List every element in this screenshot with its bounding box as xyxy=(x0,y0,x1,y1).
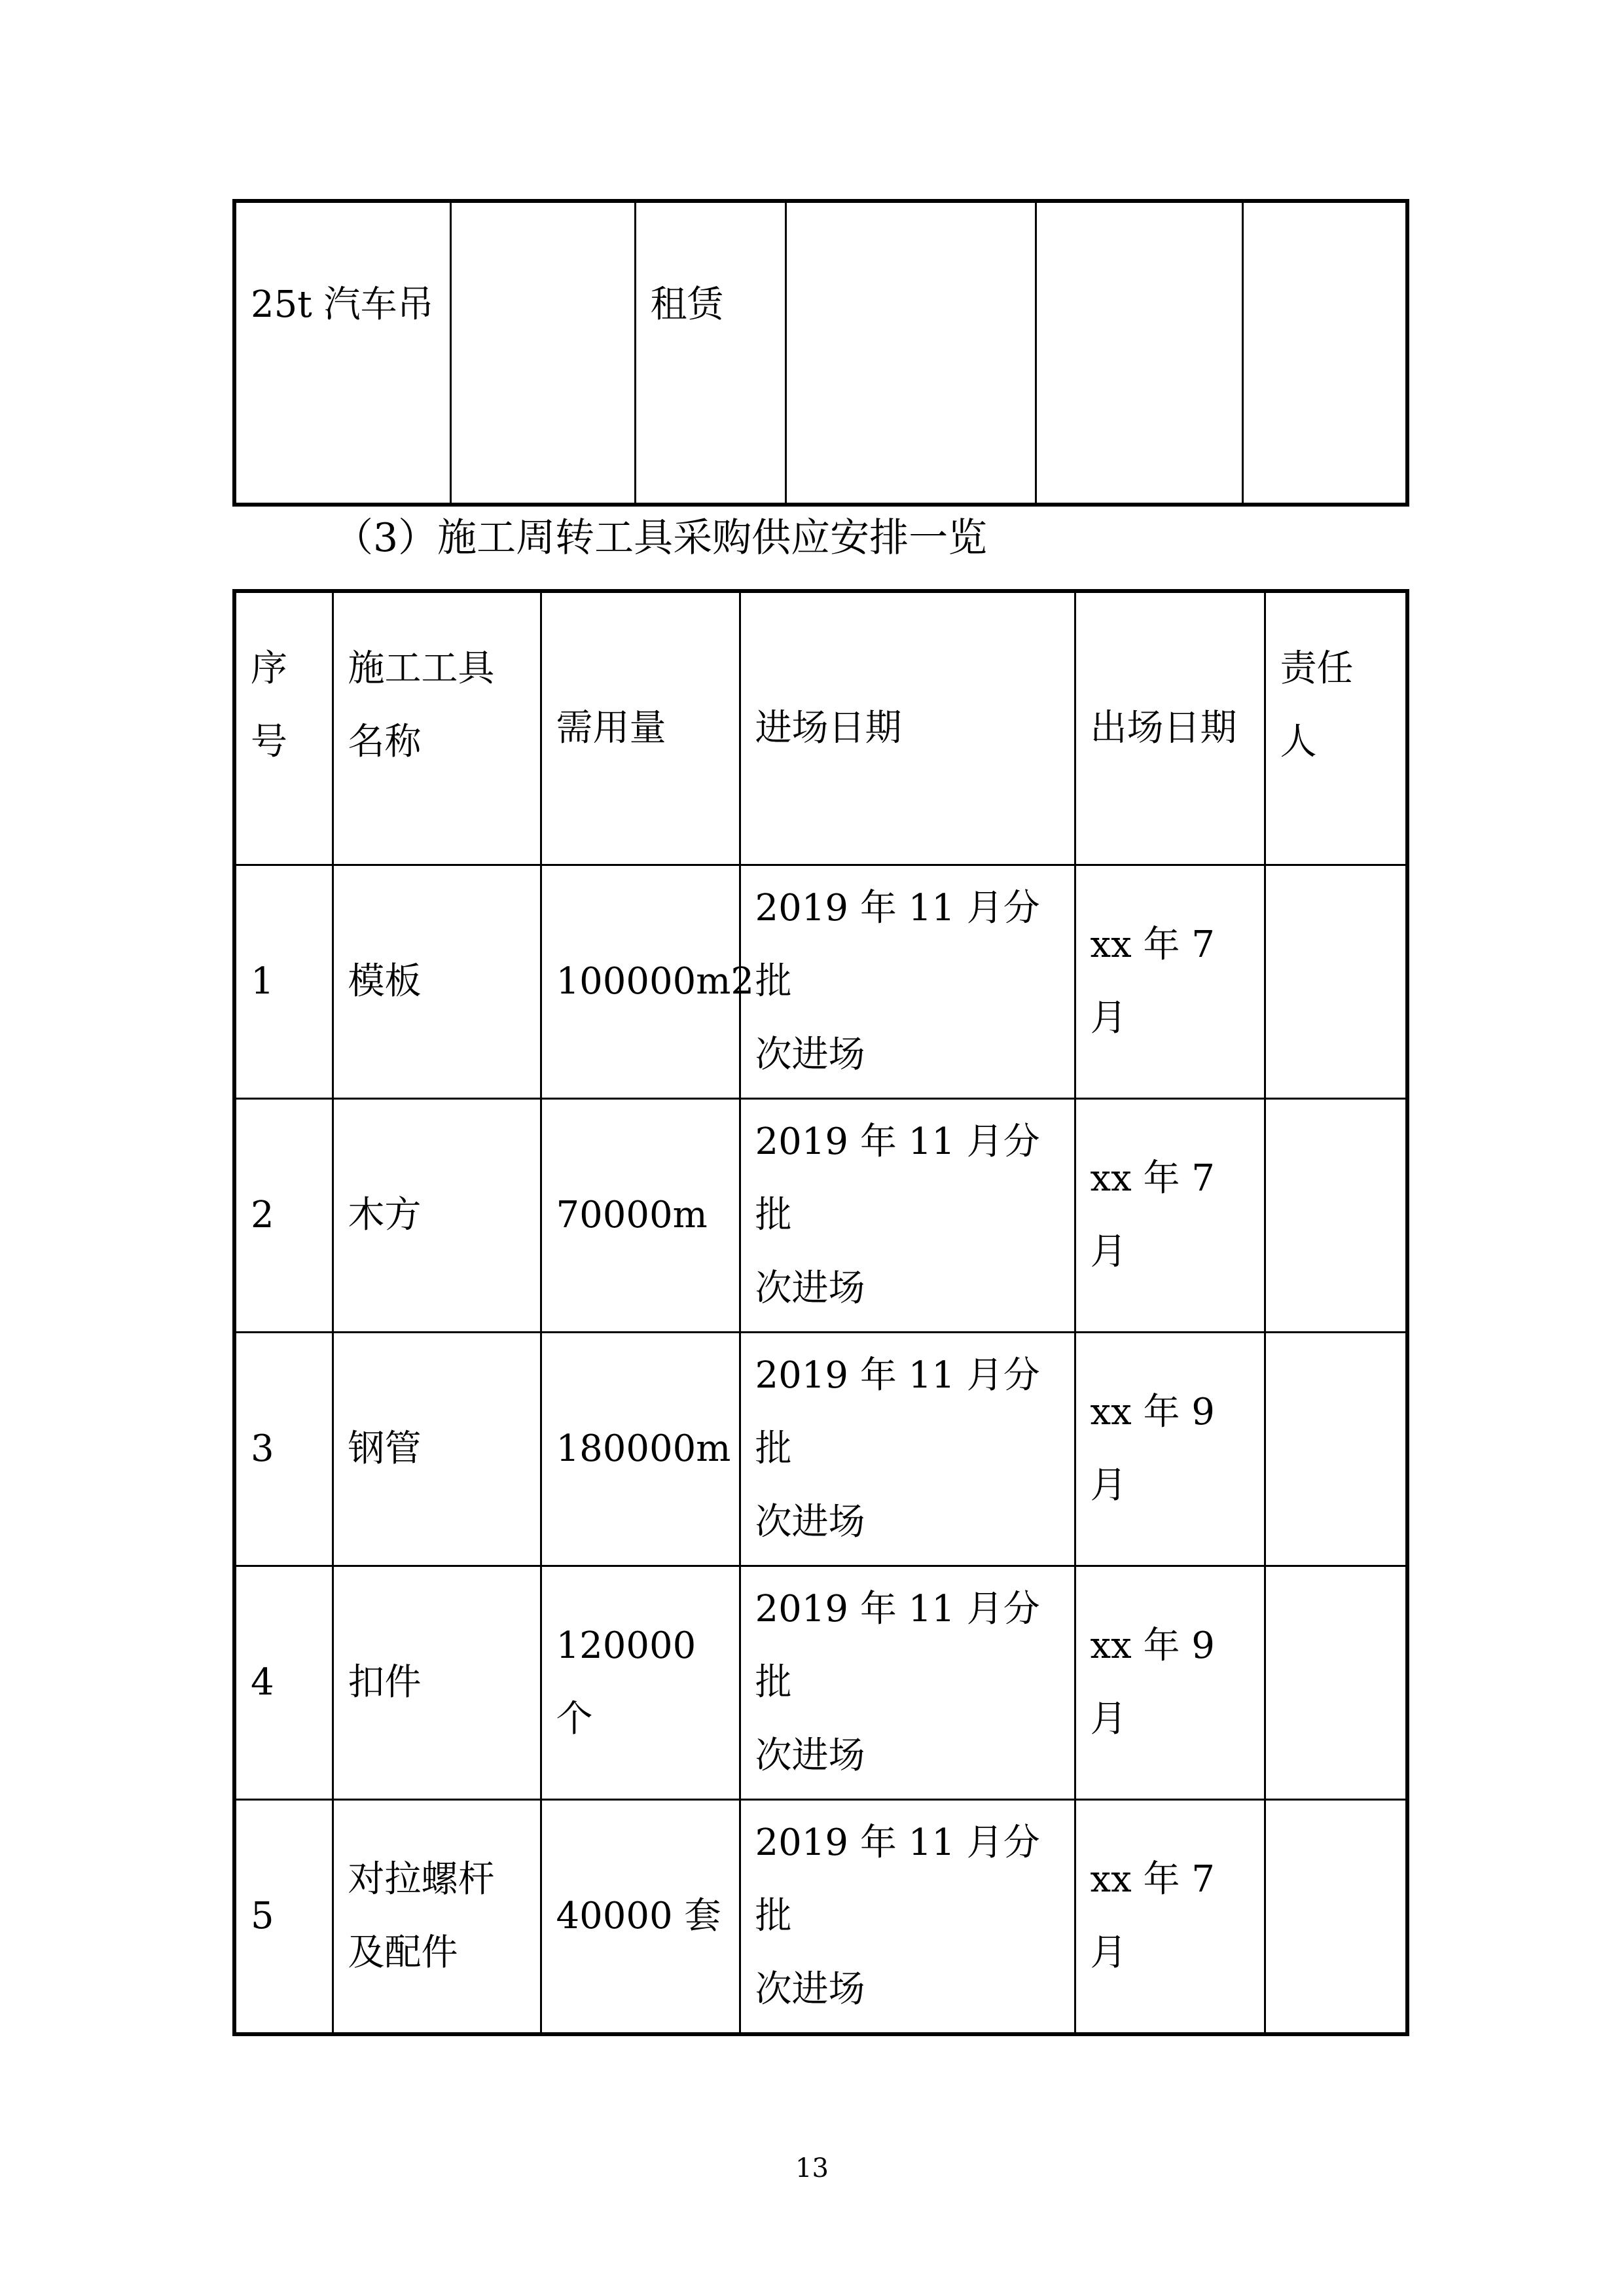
table-cell: 模板 xyxy=(333,865,541,1099)
table-cell: xx 年 7 月 xyxy=(1075,1800,1265,2035)
table-cell: xx 年 7 月 xyxy=(1075,1099,1265,1333)
header-cell-index: 序 号 xyxy=(234,591,333,865)
table-cell xyxy=(1265,1099,1407,1333)
table-cell: 木方 xyxy=(333,1099,541,1333)
table-cell xyxy=(1242,201,1407,505)
table-cell xyxy=(1265,1800,1407,2035)
turnover-tools-table xyxy=(232,589,1409,2036)
table-cell xyxy=(450,201,635,505)
header-cell-responsible: 责任 人 xyxy=(1265,591,1407,865)
table-cell: 2019 年 11 月分批 次进场 xyxy=(740,1800,1075,2035)
table-cell: xx 年 9 月 xyxy=(1075,1333,1265,1566)
table-row xyxy=(234,1800,1407,2035)
table-cell: 钢管 xyxy=(333,1333,541,1566)
header-cell-quantity: 需用量 xyxy=(541,591,740,865)
table-cell: 2019 年 11 月分批 次进场 xyxy=(740,1099,1075,1333)
table-cell: 租赁 xyxy=(635,201,785,505)
section-heading: （3）施工周转工具采购供应安排一览 xyxy=(334,515,988,561)
table-cell xyxy=(1036,201,1242,505)
table-row xyxy=(234,1566,1407,1800)
table-cell: 2019 年 11 月分批 次进场 xyxy=(740,865,1075,1099)
table-cell xyxy=(785,201,1036,505)
header-cell-entry-date: 进场日期 xyxy=(740,591,1075,865)
table-cell: xx 年 7 月 xyxy=(1075,865,1265,1099)
table-cell: 100000m2 xyxy=(541,865,740,1099)
table-cell xyxy=(1265,1333,1407,1566)
table-cell: 4 xyxy=(234,1566,333,1800)
table-cell: 120000 个 xyxy=(541,1566,740,1800)
header-cell-tool-name: 施工工具 名称 xyxy=(333,591,541,865)
table-cell: 40000 套 xyxy=(541,1800,740,2035)
header-cell-exit-date: 出场日期 xyxy=(1075,591,1265,865)
page-number: 13 xyxy=(795,2153,829,2183)
table-row xyxy=(234,865,1407,1099)
table-cell: 对拉螺杆 及配件 xyxy=(333,1800,541,2035)
table-cell: 5 xyxy=(234,1800,333,2035)
table-row xyxy=(234,201,1407,505)
table-cell: 25t 汽车吊 xyxy=(234,201,450,505)
table-cell: xx 年 9 月 xyxy=(1075,1566,1265,1800)
equipment-table-continued xyxy=(232,199,1409,507)
table-cell: 2019 年 11 月分批 次进场 xyxy=(740,1333,1075,1566)
table-cell: 70000m xyxy=(541,1099,740,1333)
table-cell: 3 xyxy=(234,1333,333,1566)
table-cell: 2019 年 11 月分批 次进场 xyxy=(740,1566,1075,1800)
table-header-row xyxy=(234,591,1407,865)
table-cell: 2 xyxy=(234,1099,333,1333)
table-cell: 180000m xyxy=(541,1333,740,1566)
table-cell: 1 xyxy=(234,865,333,1099)
table-cell xyxy=(1265,865,1407,1099)
table-row xyxy=(234,1333,1407,1566)
table-row xyxy=(234,1099,1407,1333)
table-cell xyxy=(1265,1566,1407,1800)
table-cell: 扣件 xyxy=(333,1566,541,1800)
